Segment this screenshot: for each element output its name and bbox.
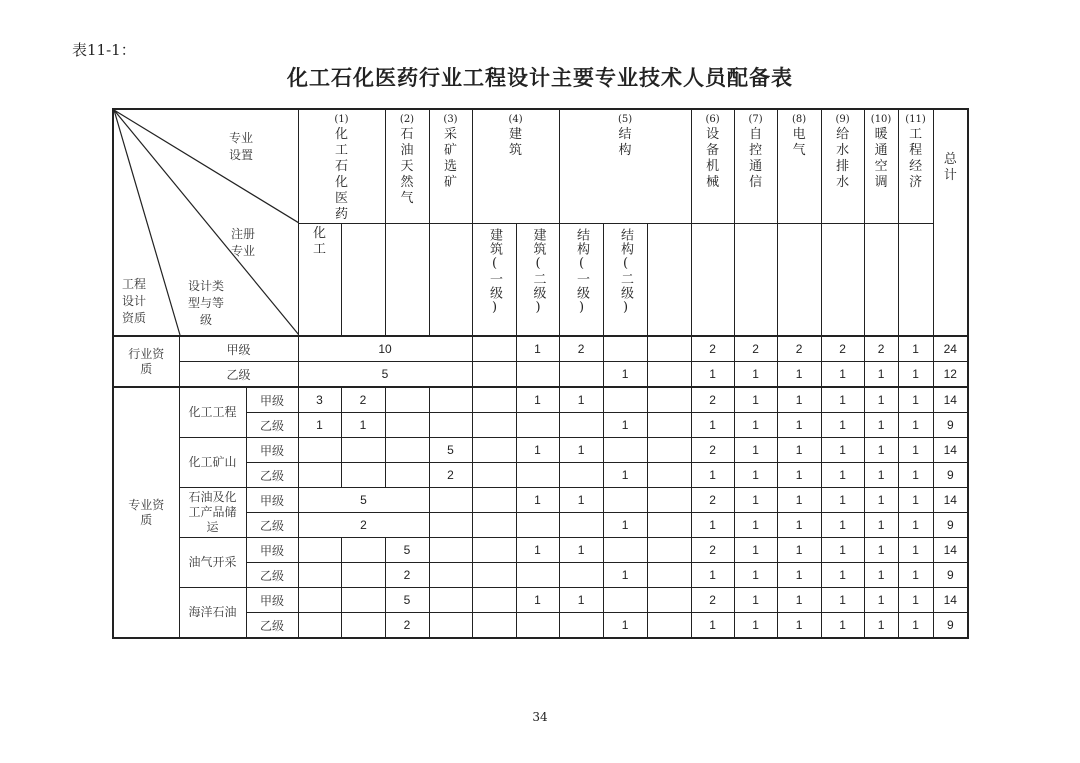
registered-arch2: 建筑(二级) xyxy=(516,224,559,337)
value-cell: 1 xyxy=(777,413,821,438)
value-cell: 5 xyxy=(298,362,472,388)
value-cell: 1 xyxy=(898,387,933,413)
specialty-header: (10) 暖通空调 xyxy=(864,109,898,224)
value-cell xyxy=(647,563,691,588)
value-cell: 1 xyxy=(734,438,777,463)
value-cell xyxy=(559,463,603,488)
total-header: 总计 xyxy=(933,109,968,336)
total-cell: 14 xyxy=(933,438,968,463)
value-cell: 1 xyxy=(603,362,647,388)
value-cell xyxy=(647,438,691,463)
value-cell: 5 xyxy=(429,438,472,463)
value-cell xyxy=(385,463,429,488)
value-cell: 1 xyxy=(898,413,933,438)
value-cell xyxy=(647,488,691,513)
specialty-header: (11) 工程经济 xyxy=(898,109,933,224)
value-cell: 3 xyxy=(298,387,341,413)
value-cell xyxy=(472,336,516,362)
group-label: 行业资质 xyxy=(113,336,179,387)
value-cell: 1 xyxy=(691,463,734,488)
value-cell: 1 xyxy=(898,538,933,563)
value-cell xyxy=(472,488,516,513)
value-cell xyxy=(516,463,559,488)
specialty-header: (6) 设备机械 xyxy=(691,109,734,224)
total-cell: 9 xyxy=(933,413,968,438)
value-cell xyxy=(341,613,385,639)
value-cell xyxy=(647,413,691,438)
value-cell: 1 xyxy=(734,538,777,563)
design-type-label: 油气开采 xyxy=(179,538,246,588)
value-cell: 1 xyxy=(691,613,734,639)
value-cell: 1 xyxy=(777,362,821,388)
value-cell xyxy=(603,387,647,413)
value-cell: 1 xyxy=(864,563,898,588)
grade-label: 乙级 xyxy=(246,513,298,538)
grade-label: 甲级 xyxy=(246,488,298,513)
value-cell xyxy=(516,413,559,438)
table-row xyxy=(113,488,968,513)
specialty-header: (9) 给水排水 xyxy=(821,109,864,224)
specialty-header: (1) 化工石化医药 xyxy=(298,109,385,224)
total-cell: 14 xyxy=(933,538,968,563)
page-number: 34 xyxy=(532,710,548,724)
value-cell xyxy=(472,387,516,413)
grade-label: 甲级 xyxy=(246,538,298,563)
registered-empty xyxy=(385,224,429,337)
value-cell xyxy=(559,362,603,388)
registered-empty xyxy=(691,224,734,337)
value-cell: 1 xyxy=(864,413,898,438)
value-cell: 1 xyxy=(603,613,647,639)
total-cell: 12 xyxy=(933,362,968,388)
value-cell xyxy=(647,588,691,613)
value-cell xyxy=(472,588,516,613)
value-cell: 1 xyxy=(821,438,864,463)
value-cell: 1 xyxy=(821,413,864,438)
total-cell: 9 xyxy=(933,563,968,588)
registered-empty xyxy=(734,224,777,337)
value-cell: 5 xyxy=(385,538,429,563)
specialty-header: (4) 建筑 xyxy=(472,109,559,224)
value-cell xyxy=(559,413,603,438)
value-cell: 1 xyxy=(821,538,864,563)
value-cell: 1 xyxy=(898,336,933,362)
grade-label: 甲级 xyxy=(179,336,298,362)
staffing-table xyxy=(112,108,969,639)
value-cell: 1 xyxy=(516,438,559,463)
value-cell: 1 xyxy=(603,513,647,538)
value-cell xyxy=(429,613,472,639)
total-cell: 9 xyxy=(933,613,968,639)
value-cell xyxy=(647,336,691,362)
value-cell: 1 xyxy=(821,563,864,588)
value-cell xyxy=(429,563,472,588)
value-cell xyxy=(429,538,472,563)
design-type-label: 化工矿山 xyxy=(179,438,246,488)
value-cell xyxy=(647,387,691,413)
value-cell: 1 xyxy=(898,362,933,388)
value-cell xyxy=(647,513,691,538)
label-qualification: 工程设计资质 xyxy=(121,277,146,325)
grade-label: 乙级 xyxy=(246,563,298,588)
value-cell: 5 xyxy=(298,488,429,513)
grade-label: 甲级 xyxy=(246,588,298,613)
value-cell xyxy=(298,538,341,563)
value-cell xyxy=(472,563,516,588)
value-cell: 2 xyxy=(385,563,429,588)
total-cell: 24 xyxy=(933,336,968,362)
value-cell: 1 xyxy=(559,488,603,513)
specialty-header: (7) 自控通信 xyxy=(734,109,777,224)
total-cell: 14 xyxy=(933,588,968,613)
value-cell xyxy=(429,588,472,613)
registered-chem: 化工 xyxy=(298,224,341,337)
registered-empty xyxy=(864,224,898,337)
value-cell: 1 xyxy=(864,488,898,513)
value-cell: 1 xyxy=(516,387,559,413)
value-cell: 10 xyxy=(298,336,472,362)
value-cell: 1 xyxy=(777,513,821,538)
value-cell: 1 xyxy=(821,488,864,513)
table-row xyxy=(113,362,968,388)
value-cell: 1 xyxy=(734,413,777,438)
value-cell xyxy=(472,613,516,639)
value-cell: 1 xyxy=(898,588,933,613)
value-cell: 2 xyxy=(777,336,821,362)
value-cell: 2 xyxy=(298,513,429,538)
grade-label: 乙级 xyxy=(246,463,298,488)
value-cell: 1 xyxy=(691,563,734,588)
grade-label: 甲级 xyxy=(246,387,298,413)
value-cell xyxy=(472,538,516,563)
value-cell: 2 xyxy=(864,336,898,362)
label-specialty-setting: 专业设置 xyxy=(228,131,253,162)
value-cell xyxy=(472,463,516,488)
registered-empty xyxy=(341,224,385,337)
value-cell: 1 xyxy=(777,488,821,513)
value-cell xyxy=(472,513,516,538)
value-cell: 2 xyxy=(429,463,472,488)
value-cell: 1 xyxy=(559,588,603,613)
value-cell: 2 xyxy=(691,588,734,613)
table-number: 表11-1： xyxy=(72,41,136,59)
value-cell: 2 xyxy=(385,613,429,639)
value-cell: 5 xyxy=(385,588,429,613)
value-cell: 1 xyxy=(341,413,385,438)
group-label: 专业资质 xyxy=(113,387,179,638)
value-cell xyxy=(298,613,341,639)
value-cell xyxy=(647,463,691,488)
value-cell: 1 xyxy=(734,588,777,613)
total-cell: 9 xyxy=(933,463,968,488)
grade-label: 乙级 xyxy=(179,362,298,388)
value-cell xyxy=(516,362,559,388)
value-cell xyxy=(429,513,472,538)
value-cell: 1 xyxy=(516,538,559,563)
value-cell: 1 xyxy=(603,463,647,488)
value-cell: 1 xyxy=(864,362,898,388)
value-cell xyxy=(385,387,429,413)
value-cell: 1 xyxy=(559,387,603,413)
value-cell: 1 xyxy=(777,613,821,639)
value-cell: 1 xyxy=(864,513,898,538)
page-title: 化工石化医药行业工程设计主要专业技术人员配备表 xyxy=(287,66,793,90)
value-cell: 1 xyxy=(777,563,821,588)
registered-struct1: 结构(一级) xyxy=(559,224,603,337)
value-cell xyxy=(603,488,647,513)
value-cell: 1 xyxy=(821,613,864,639)
grade-label: 乙级 xyxy=(246,613,298,639)
value-cell: 2 xyxy=(691,387,734,413)
value-cell: 1 xyxy=(777,463,821,488)
value-cell: 1 xyxy=(864,613,898,639)
specialty-header: (5) 结构 xyxy=(559,109,691,224)
value-cell xyxy=(603,588,647,613)
value-cell: 1 xyxy=(777,387,821,413)
value-cell xyxy=(516,613,559,639)
value-cell: 1 xyxy=(516,336,559,362)
registered-empty xyxy=(777,224,821,337)
value-cell: 2 xyxy=(691,438,734,463)
value-cell xyxy=(341,563,385,588)
value-cell xyxy=(385,438,429,463)
value-cell: 1 xyxy=(898,613,933,639)
value-cell: 1 xyxy=(734,488,777,513)
value-cell: 1 xyxy=(777,538,821,563)
registered-empty xyxy=(898,224,933,337)
value-cell xyxy=(647,613,691,639)
value-cell xyxy=(559,613,603,639)
value-cell: 1 xyxy=(734,613,777,639)
registered-arch1: 建筑(一级) xyxy=(472,224,516,337)
value-cell: 1 xyxy=(603,413,647,438)
value-cell xyxy=(429,413,472,438)
value-cell: 1 xyxy=(898,488,933,513)
value-cell xyxy=(298,563,341,588)
registered-struct2: 结构(二级) xyxy=(603,224,647,337)
value-cell xyxy=(298,438,341,463)
specialty-header: (8) 电气 xyxy=(777,109,821,224)
registered-empty xyxy=(647,224,691,337)
value-cell: 1 xyxy=(691,513,734,538)
value-cell: 1 xyxy=(864,438,898,463)
total-cell: 14 xyxy=(933,488,968,513)
value-cell xyxy=(647,362,691,388)
value-cell xyxy=(603,538,647,563)
total-cell: 14 xyxy=(933,387,968,413)
value-cell: 2 xyxy=(691,336,734,362)
label-design-type-grade: 设计类型与等级 xyxy=(187,279,224,327)
value-cell: 1 xyxy=(898,438,933,463)
table-row xyxy=(113,588,968,613)
value-cell xyxy=(429,387,472,413)
value-cell xyxy=(298,588,341,613)
table-row xyxy=(113,438,968,463)
value-cell xyxy=(298,463,341,488)
value-cell: 1 xyxy=(864,588,898,613)
value-cell xyxy=(559,563,603,588)
value-cell: 1 xyxy=(898,463,933,488)
grade-label: 乙级 xyxy=(246,413,298,438)
value-cell xyxy=(341,463,385,488)
value-cell: 1 xyxy=(864,387,898,413)
label-registered-specialty: 注册专业 xyxy=(230,227,255,258)
value-cell: 1 xyxy=(603,563,647,588)
value-cell xyxy=(341,538,385,563)
value-cell: 1 xyxy=(898,513,933,538)
value-cell: 1 xyxy=(516,588,559,613)
value-cell xyxy=(429,488,472,513)
value-cell: 1 xyxy=(898,563,933,588)
value-cell: 2 xyxy=(734,336,777,362)
value-cell: 2 xyxy=(341,387,385,413)
value-cell: 1 xyxy=(734,387,777,413)
value-cell: 1 xyxy=(777,588,821,613)
value-cell xyxy=(516,513,559,538)
value-cell: 1 xyxy=(734,362,777,388)
value-cell xyxy=(385,413,429,438)
table-row xyxy=(113,387,968,413)
value-cell: 2 xyxy=(691,538,734,563)
value-cell: 1 xyxy=(777,438,821,463)
specialty-header: (3) 采矿选矿 xyxy=(429,109,472,224)
registered-empty xyxy=(821,224,864,337)
value-cell: 1 xyxy=(821,362,864,388)
value-cell xyxy=(472,438,516,463)
value-cell: 1 xyxy=(734,463,777,488)
grade-label: 甲级 xyxy=(246,438,298,463)
value-cell: 1 xyxy=(516,488,559,513)
total-cell: 9 xyxy=(933,513,968,538)
design-type-label: 海洋石油 xyxy=(179,588,246,639)
design-type-label: 石油及化工产品储运 xyxy=(179,488,246,538)
table-row xyxy=(113,538,968,563)
value-cell: 1 xyxy=(734,513,777,538)
value-cell: 1 xyxy=(821,588,864,613)
value-cell: 1 xyxy=(864,538,898,563)
design-type-label: 化工工程 xyxy=(179,387,246,438)
value-cell: 1 xyxy=(298,413,341,438)
value-cell xyxy=(603,438,647,463)
diagonal-header-cell xyxy=(113,109,298,336)
value-cell xyxy=(472,362,516,388)
value-cell: 1 xyxy=(821,387,864,413)
value-cell: 2 xyxy=(559,336,603,362)
value-cell xyxy=(341,438,385,463)
table-row xyxy=(113,336,968,362)
value-cell: 1 xyxy=(821,513,864,538)
value-cell: 1 xyxy=(734,563,777,588)
value-cell xyxy=(516,563,559,588)
value-cell: 2 xyxy=(691,488,734,513)
value-cell: 1 xyxy=(821,463,864,488)
value-cell: 1 xyxy=(691,413,734,438)
value-cell: 1 xyxy=(559,538,603,563)
value-cell xyxy=(472,413,516,438)
value-cell xyxy=(341,588,385,613)
registered-empty xyxy=(429,224,472,337)
value-cell xyxy=(603,336,647,362)
value-cell: 1 xyxy=(691,362,734,388)
specialty-header: (2) 石油天然气 xyxy=(385,109,429,224)
value-cell xyxy=(647,538,691,563)
value-cell: 1 xyxy=(864,463,898,488)
value-cell: 1 xyxy=(559,438,603,463)
value-cell xyxy=(559,513,603,538)
value-cell: 2 xyxy=(821,336,864,362)
